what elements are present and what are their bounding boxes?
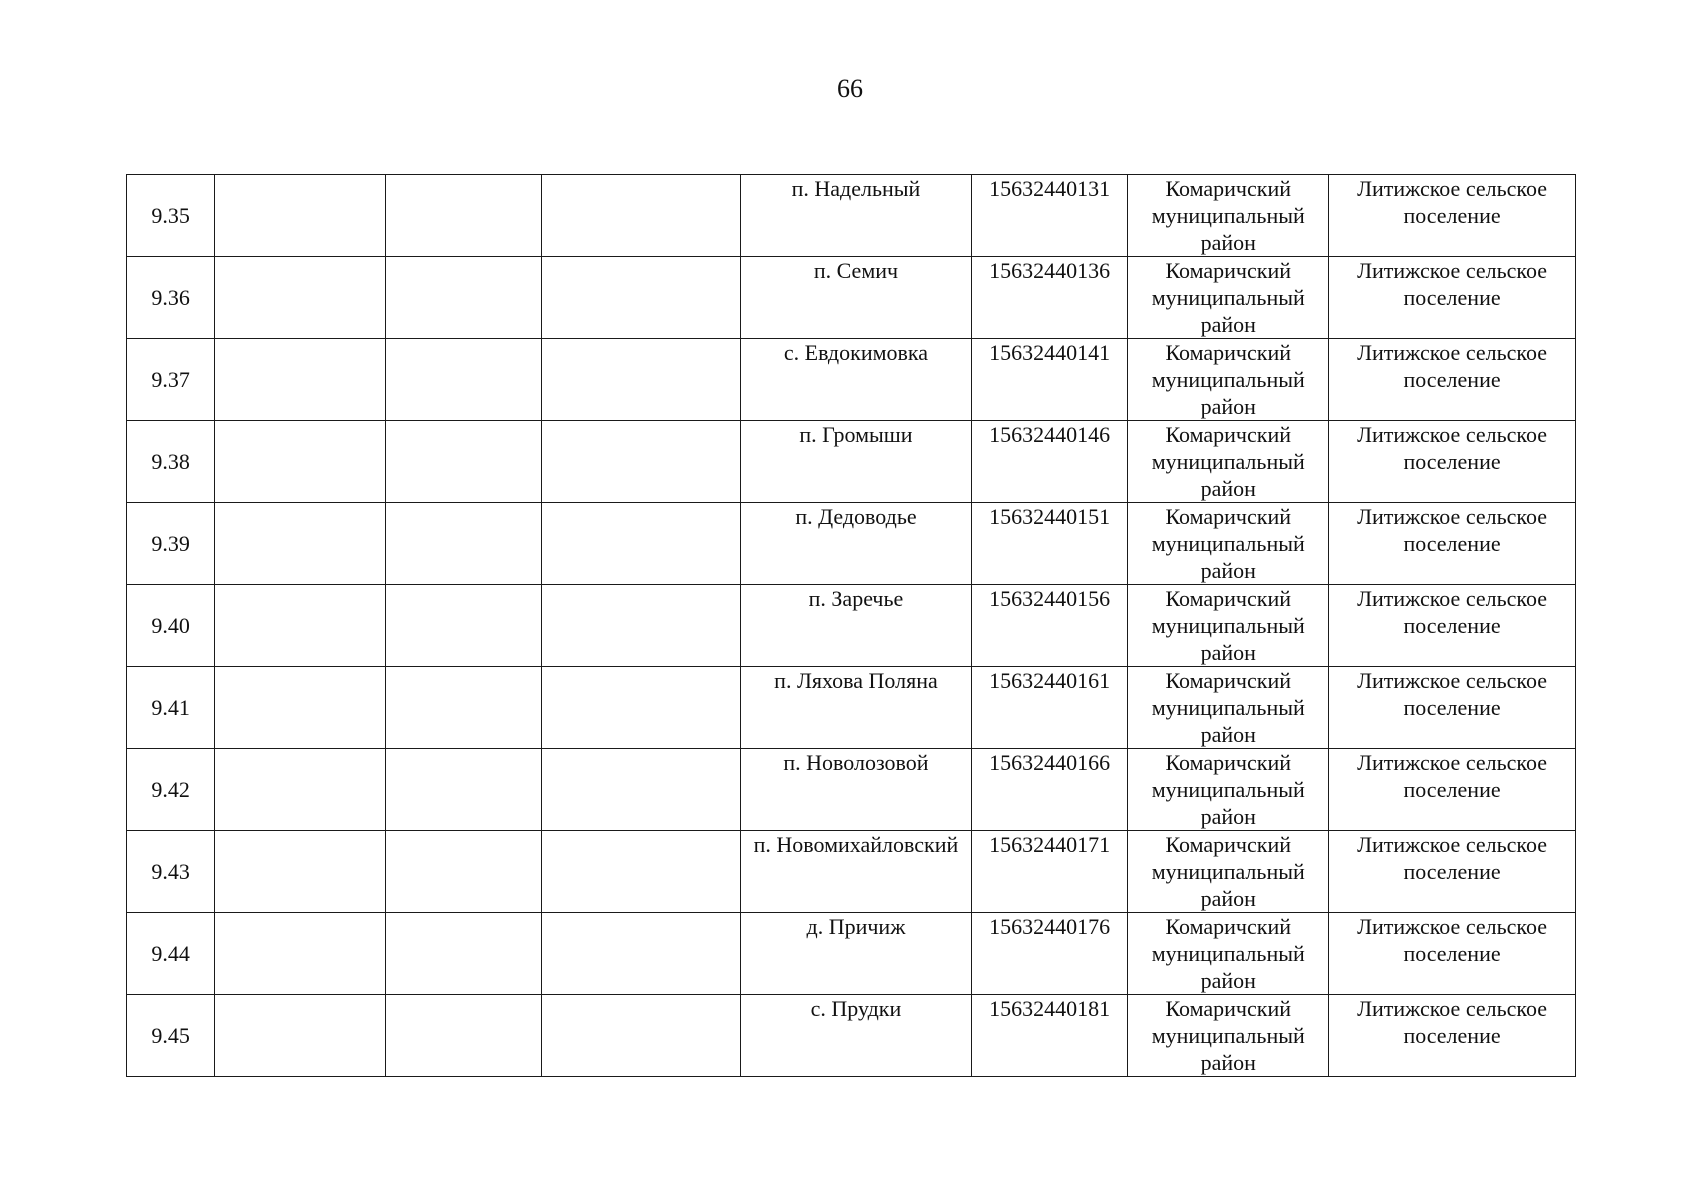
rural-settlement-name: Литижское сельское поселение bbox=[1329, 913, 1576, 995]
oktmo-code: 15632440141 bbox=[971, 339, 1128, 421]
row-number: 9.42 bbox=[127, 749, 215, 831]
row-number: 9.36 bbox=[127, 257, 215, 339]
row-number: 9.38 bbox=[127, 421, 215, 503]
settlement-name: п. Громыши bbox=[741, 421, 972, 503]
rural-settlement-name: Литижское сельское поселение bbox=[1329, 667, 1576, 749]
empty-cell bbox=[215, 749, 386, 831]
district-name: Комаричский муниципальный район bbox=[1128, 257, 1329, 339]
empty-cell bbox=[385, 421, 542, 503]
table-row bbox=[127, 339, 1576, 421]
empty-cell bbox=[385, 175, 542, 257]
empty-cell bbox=[385, 831, 542, 913]
oktmo-code: 15632440136 bbox=[971, 257, 1128, 339]
rural-settlement-name: Литижское сельское поселение bbox=[1329, 257, 1576, 339]
row-number: 9.40 bbox=[127, 585, 215, 667]
empty-cell bbox=[542, 257, 741, 339]
settlement-name: п. Новомихайловский bbox=[741, 831, 972, 913]
rural-settlement-name: Литижское сельское поселение bbox=[1329, 175, 1576, 257]
settlement-name: с. Евдокимовка bbox=[741, 339, 972, 421]
settlement-name: п. Ляхова Поляна bbox=[741, 667, 972, 749]
row-number: 9.35 bbox=[127, 175, 215, 257]
empty-cell bbox=[385, 667, 542, 749]
empty-cell bbox=[385, 585, 542, 667]
empty-cell bbox=[542, 421, 741, 503]
empty-cell bbox=[385, 913, 542, 995]
empty-cell bbox=[215, 175, 386, 257]
oktmo-code: 15632440166 bbox=[971, 749, 1128, 831]
row-number: 9.45 bbox=[127, 995, 215, 1077]
rural-settlement-name: Литижское сельское поселение bbox=[1329, 831, 1576, 913]
rural-settlement-name: Литижское сельское поселение bbox=[1329, 339, 1576, 421]
district-name: Комаричский муниципальный район bbox=[1128, 339, 1329, 421]
rural-settlement-name: Литижское сельское поселение bbox=[1329, 421, 1576, 503]
oktmo-code: 15632440161 bbox=[971, 667, 1128, 749]
district-name: Комаричский муниципальный район bbox=[1128, 421, 1329, 503]
table-row bbox=[127, 995, 1576, 1077]
empty-cell bbox=[385, 995, 542, 1077]
rural-settlement-name: Литижское сельское поселение bbox=[1329, 995, 1576, 1077]
empty-cell bbox=[215, 421, 386, 503]
empty-cell bbox=[385, 749, 542, 831]
row-number: 9.39 bbox=[127, 503, 215, 585]
oktmo-code: 15632440146 bbox=[971, 421, 1128, 503]
rural-settlement-name: Литижское сельское поселение bbox=[1329, 503, 1576, 585]
empty-cell bbox=[542, 913, 741, 995]
settlement-name: д. Причиж bbox=[741, 913, 972, 995]
settlement-name: с. Прудки bbox=[741, 995, 972, 1077]
row-number: 9.43 bbox=[127, 831, 215, 913]
table-row bbox=[127, 667, 1576, 749]
table-row bbox=[127, 831, 1576, 913]
empty-cell bbox=[215, 257, 386, 339]
empty-cell bbox=[385, 503, 542, 585]
empty-cell bbox=[385, 339, 542, 421]
settlement-name: п. Заречье bbox=[741, 585, 972, 667]
table-row bbox=[127, 421, 1576, 503]
empty-cell bbox=[542, 831, 741, 913]
table-row bbox=[127, 257, 1576, 339]
settlement-name: п. Семич bbox=[741, 257, 972, 339]
district-name: Комаричский муниципальный район bbox=[1128, 503, 1329, 585]
empty-cell bbox=[542, 667, 741, 749]
empty-cell bbox=[385, 257, 542, 339]
table-row bbox=[127, 585, 1576, 667]
empty-cell bbox=[542, 995, 741, 1077]
settlement-name: п. Надельный bbox=[741, 175, 972, 257]
district-name: Комаричский муниципальный район bbox=[1128, 913, 1329, 995]
oktmo-code: 15632440151 bbox=[971, 503, 1128, 585]
empty-cell bbox=[542, 175, 741, 257]
rural-settlement-name: Литижское сельское поселение bbox=[1329, 585, 1576, 667]
district-name: Комаричский муниципальный район bbox=[1128, 667, 1329, 749]
district-name: Комаричский муниципальный район bbox=[1128, 995, 1329, 1077]
empty-cell bbox=[215, 995, 386, 1077]
empty-cell bbox=[215, 585, 386, 667]
empty-cell bbox=[542, 749, 741, 831]
row-number: 9.37 bbox=[127, 339, 215, 421]
table-row bbox=[127, 913, 1576, 995]
oktmo-code: 15632440176 bbox=[971, 913, 1128, 995]
table-row bbox=[127, 175, 1576, 257]
table-row bbox=[127, 503, 1576, 585]
district-name: Комаричский муниципальный район bbox=[1128, 749, 1329, 831]
row-number: 9.44 bbox=[127, 913, 215, 995]
rural-settlement-name: Литижское сельское поселение bbox=[1329, 749, 1576, 831]
empty-cell bbox=[542, 503, 741, 585]
row-number: 9.41 bbox=[127, 667, 215, 749]
empty-cell bbox=[215, 339, 386, 421]
settlement-name: п. Новолозовой bbox=[741, 749, 972, 831]
empty-cell bbox=[215, 831, 386, 913]
settlement-name: п. Дедоводье bbox=[741, 503, 972, 585]
district-name: Комаричский муниципальный район bbox=[1128, 831, 1329, 913]
empty-cell bbox=[215, 667, 386, 749]
empty-cell bbox=[542, 339, 741, 421]
table-row bbox=[127, 749, 1576, 831]
oktmo-code: 15632440181 bbox=[971, 995, 1128, 1077]
district-name: Комаричский муниципальный район bbox=[1128, 175, 1329, 257]
empty-cell bbox=[215, 913, 386, 995]
district-name: Комаричский муниципальный район bbox=[1128, 585, 1329, 667]
page-number: 66 bbox=[837, 74, 863, 103]
empty-cell bbox=[542, 585, 741, 667]
empty-cell bbox=[215, 503, 386, 585]
oktmo-code: 15632440156 bbox=[971, 585, 1128, 667]
oktmo-code: 15632440131 bbox=[971, 175, 1128, 257]
oktmo-code: 15632440171 bbox=[971, 831, 1128, 913]
settlements-table bbox=[126, 174, 1576, 1077]
